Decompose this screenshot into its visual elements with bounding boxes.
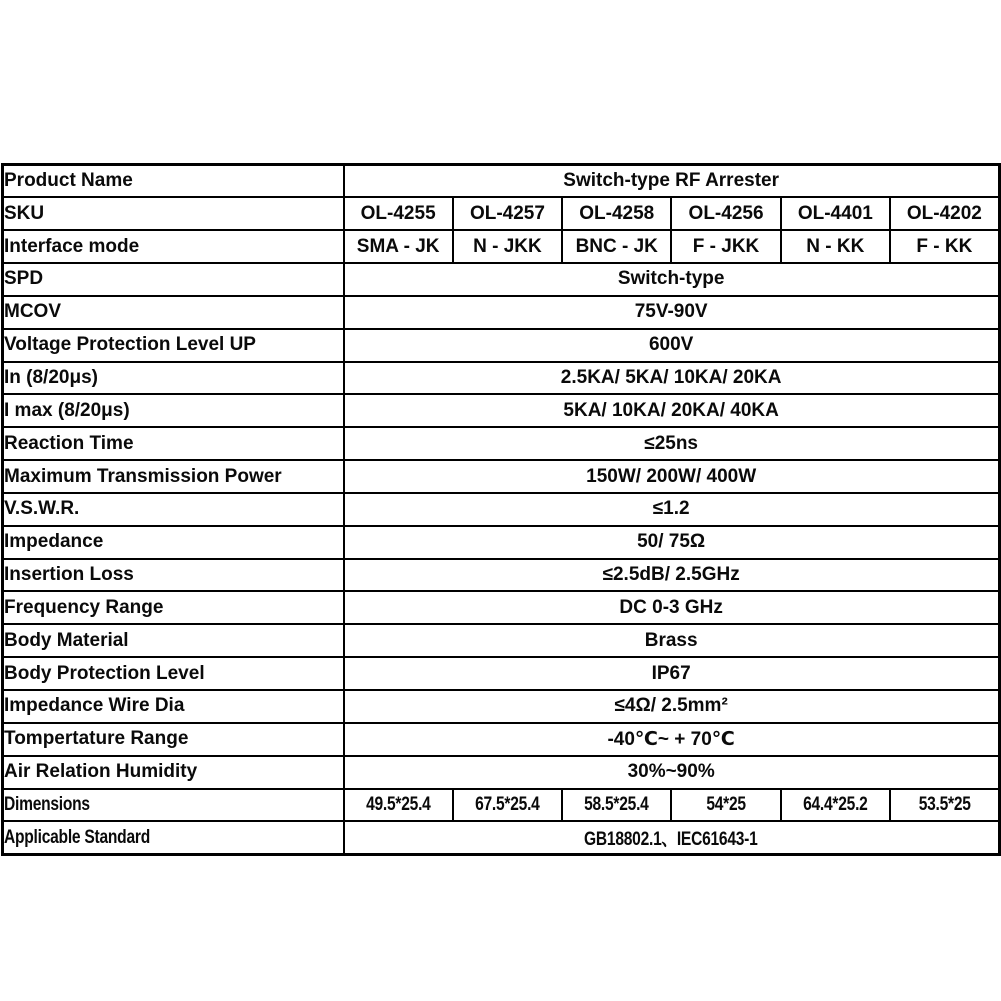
- spec-label: I max (8/20μs): [3, 394, 344, 427]
- sku-cell: OL-4258: [562, 197, 671, 230]
- spec-value: ≤25ns: [344, 427, 1000, 460]
- spec-label: MCOV: [3, 296, 344, 329]
- spec-value: IP67: [344, 657, 1000, 690]
- spec-value: ≤2.5dB/ 2.5GHz: [344, 559, 1000, 592]
- dimensions-cell-text: 49.5*25.4: [365, 793, 431, 815]
- spec-value: DC 0-3 GHz: [344, 591, 1000, 624]
- sku-cell: OL-4256: [671, 197, 780, 230]
- spec-label: SPD: [3, 263, 344, 296]
- table-row-voltage-protection-level: [3, 329, 1000, 362]
- spec-value: ≤4Ω/ 2.5mm²: [344, 690, 1000, 723]
- interface-mode-cell: N - JKK: [453, 230, 562, 263]
- spec-label: In (8/20μs): [3, 362, 344, 395]
- spec-label: Body Material: [3, 624, 344, 657]
- sku-cell: OL-4202: [890, 197, 999, 230]
- interface-mode-cell: F - KK: [890, 230, 999, 263]
- dimensions-cell: [781, 789, 890, 822]
- sku-cell: OL-4401: [781, 197, 890, 230]
- spec-value: 2.5KA/ 5KA/ 10KA/ 20KA: [344, 362, 1000, 395]
- row-label-dimensions: [3, 789, 344, 822]
- row-label-product-name: Product Name: [3, 165, 344, 198]
- table-row-interface-mode: [3, 230, 1000, 263]
- table-row-temperature-range: [3, 723, 1000, 756]
- dimensions-cell-text: 64.4*25.2: [803, 793, 868, 815]
- dimensions-cell: [562, 789, 671, 822]
- spec-label: Frequency Range: [3, 591, 344, 624]
- table-row-spd: [3, 263, 1000, 296]
- dimensions-cell-text: 58.5*25.4: [584, 793, 649, 815]
- spec-label: Voltage Protection Level UP: [3, 329, 344, 362]
- table-row-body-protection-level: [3, 657, 1000, 690]
- spec-value: 150W/ 200W/ 400W: [344, 460, 1000, 493]
- table-row-applicable-standard: [3, 821, 1000, 854]
- spec-label: Impedance: [3, 526, 344, 559]
- row-label-applicable-standard: [3, 821, 344, 854]
- table-row-in-8-20us: [3, 362, 1000, 395]
- sku-cell: OL-4257: [453, 197, 562, 230]
- applicable-standard-label-text: Applicable Standard: [4, 826, 150, 848]
- table-row-air-relation-humidity: [3, 756, 1000, 789]
- dimensions-cell-text: 54*25: [706, 793, 746, 815]
- table-row-product-name: [3, 165, 1000, 198]
- spec-value: 30%~90%: [344, 756, 1000, 789]
- interface-mode-cell: SMA - JK: [344, 230, 453, 263]
- table-row-imax-8-20us: [3, 394, 1000, 427]
- spec-label: Reaction Time: [3, 427, 344, 460]
- spec-value: ≤1.2: [344, 493, 1000, 526]
- applicable-standard-value-text: GB18802.1、IEC61643-1: [584, 829, 758, 851]
- table-row-impedance-wire-dia: [3, 690, 1000, 723]
- dimensions-cell: [453, 789, 562, 822]
- row-label-sku: SKU: [3, 197, 344, 230]
- spec-value: Switch-type: [344, 263, 1000, 296]
- table-row-insertion-loss: [3, 559, 1000, 592]
- spec-value: Brass: [344, 624, 1000, 657]
- dimensions-cell: [344, 789, 453, 822]
- table-row-max-transmission-power: [3, 460, 1000, 493]
- row-label-interface-mode: Interface mode: [3, 230, 344, 263]
- spec-label: Air Relation Humidity: [3, 756, 344, 789]
- table-row-reaction-time: [3, 427, 1000, 460]
- dimensions-cell: [890, 789, 999, 822]
- sku-cell: OL-4255: [344, 197, 453, 230]
- dimensions-label-text: Dimensions: [4, 793, 90, 815]
- spec-value: 600V: [344, 329, 1000, 362]
- row-value-applicable-standard: [344, 821, 1000, 854]
- interface-mode-cell: N - KK: [781, 230, 890, 263]
- dimensions-cell-text: 67.5*25.4: [475, 793, 540, 815]
- table-row-vswr: [3, 493, 1000, 526]
- table-row-impedance: [3, 526, 1000, 559]
- row-value-product-name: Switch-type RF Arrester: [344, 165, 1000, 198]
- spec-label: Tompertature Range: [3, 723, 344, 756]
- table-row-frequency-range: [3, 591, 1000, 624]
- spec-value: 50/ 75Ω: [344, 526, 1000, 559]
- table-row-dimensions: [3, 789, 1000, 822]
- table-row-body-material: [3, 624, 1000, 657]
- spec-label: Insertion Loss: [3, 559, 344, 592]
- table-row-mcov: [3, 296, 1000, 329]
- spec-label: Body Protection Level: [3, 657, 344, 690]
- spec-value: -40℃~ + 70℃: [344, 723, 1000, 756]
- product-spec-table: [1, 163, 1001, 856]
- spec-label: V.S.W.R.: [3, 493, 344, 526]
- interface-mode-cell: F - JKK: [671, 230, 780, 263]
- table-row-sku: [3, 197, 1000, 230]
- dimensions-cell-text: 53.5*25: [918, 793, 971, 815]
- spec-label: Maximum Transmission Power: [3, 460, 344, 493]
- dimensions-cell: [671, 789, 780, 822]
- spec-label: Impedance Wire Dia: [3, 690, 344, 723]
- interface-mode-cell: BNC - JK: [562, 230, 671, 263]
- spec-value: 75V-90V: [344, 296, 1000, 329]
- spec-value: 5KA/ 10KA/ 20KA/ 40KA: [344, 394, 1000, 427]
